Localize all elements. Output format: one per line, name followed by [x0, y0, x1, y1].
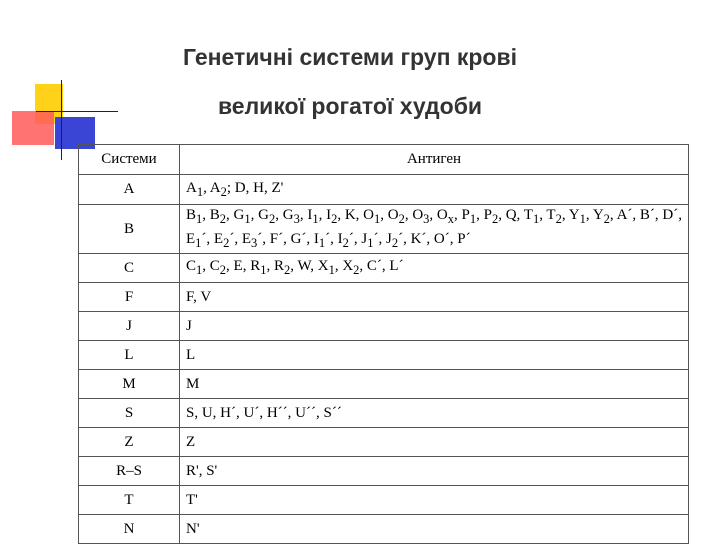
table-row: [79, 283, 689, 312]
antigen-cell: R', S': [180, 457, 689, 486]
system-cell: Z: [79, 428, 180, 457]
table-header-row: [79, 145, 689, 175]
slide-title-line-1: Генетичні системи груп крові: [182, 44, 518, 70]
table-row: [79, 205, 689, 254]
antigen-cell: T': [180, 486, 689, 515]
system-cell: F: [79, 283, 180, 312]
table-row: [79, 341, 689, 370]
antigen-cell: $A_1$, $A_2$; D, H, Z': [180, 175, 689, 205]
antigen-cell: L: [180, 341, 689, 370]
table-row: [79, 312, 689, 341]
table-row: [79, 515, 689, 544]
blood-group-systems-table: [78, 144, 689, 544]
antigen-cell: F, V: [180, 283, 689, 312]
table-body: [79, 175, 689, 544]
header-antigen: Антиген: [180, 145, 689, 175]
antigen-cell: S, U, H´, U´, H´´, U´´, S´´: [180, 399, 689, 428]
antigen-cell: M: [180, 370, 689, 399]
system-cell: S: [79, 399, 180, 428]
decor-vertical-line: [61, 80, 62, 160]
header-systems: Системи: [79, 145, 180, 175]
antigen-cell: $C_1$, $C_2$, E, $R_1$, $R_2$, W, $X_1$, $X_2$, C´, L´: [180, 254, 689, 283]
system-cell: C: [79, 254, 180, 283]
antigen-cell: J: [180, 312, 689, 341]
table-row: [79, 486, 689, 515]
system-cell: N: [79, 515, 180, 544]
system-cell: L: [79, 341, 180, 370]
table-row: [79, 399, 689, 428]
system-cell: M: [79, 370, 180, 399]
table-row: [79, 254, 689, 283]
table-row: [79, 428, 689, 457]
antigen-cell: $B_1$, $B_2$, $G_1$, $G_2$, $G_3$, $I_1$, $I_2$, K, $O_1$, $O_2$, $O_3$, $O_x$, $P_1$, $P_2$, Q, $T_1$, $T_2$, $Y_1$, $Y_2$, A´, B´, D´, $E_1´$, $E_2´$, $E_3´$, F´, G´, $I_1´$, $I_2´$, $J_1´$, $J_2´$, K´, O´, P´: [180, 205, 689, 254]
system-cell: B: [79, 205, 180, 254]
system-cell: J: [79, 312, 180, 341]
antigen-cell: Z: [180, 428, 689, 457]
system-cell: R–S: [79, 457, 180, 486]
antigen-cell: N': [180, 515, 689, 544]
table-row: [79, 457, 689, 486]
table-row: [79, 175, 689, 205]
system-cell: A: [79, 175, 180, 205]
table-row: [79, 370, 689, 399]
system-cell: T: [79, 486, 180, 515]
slide-title-line-2: великої рогатої худоби: [217, 93, 483, 119]
